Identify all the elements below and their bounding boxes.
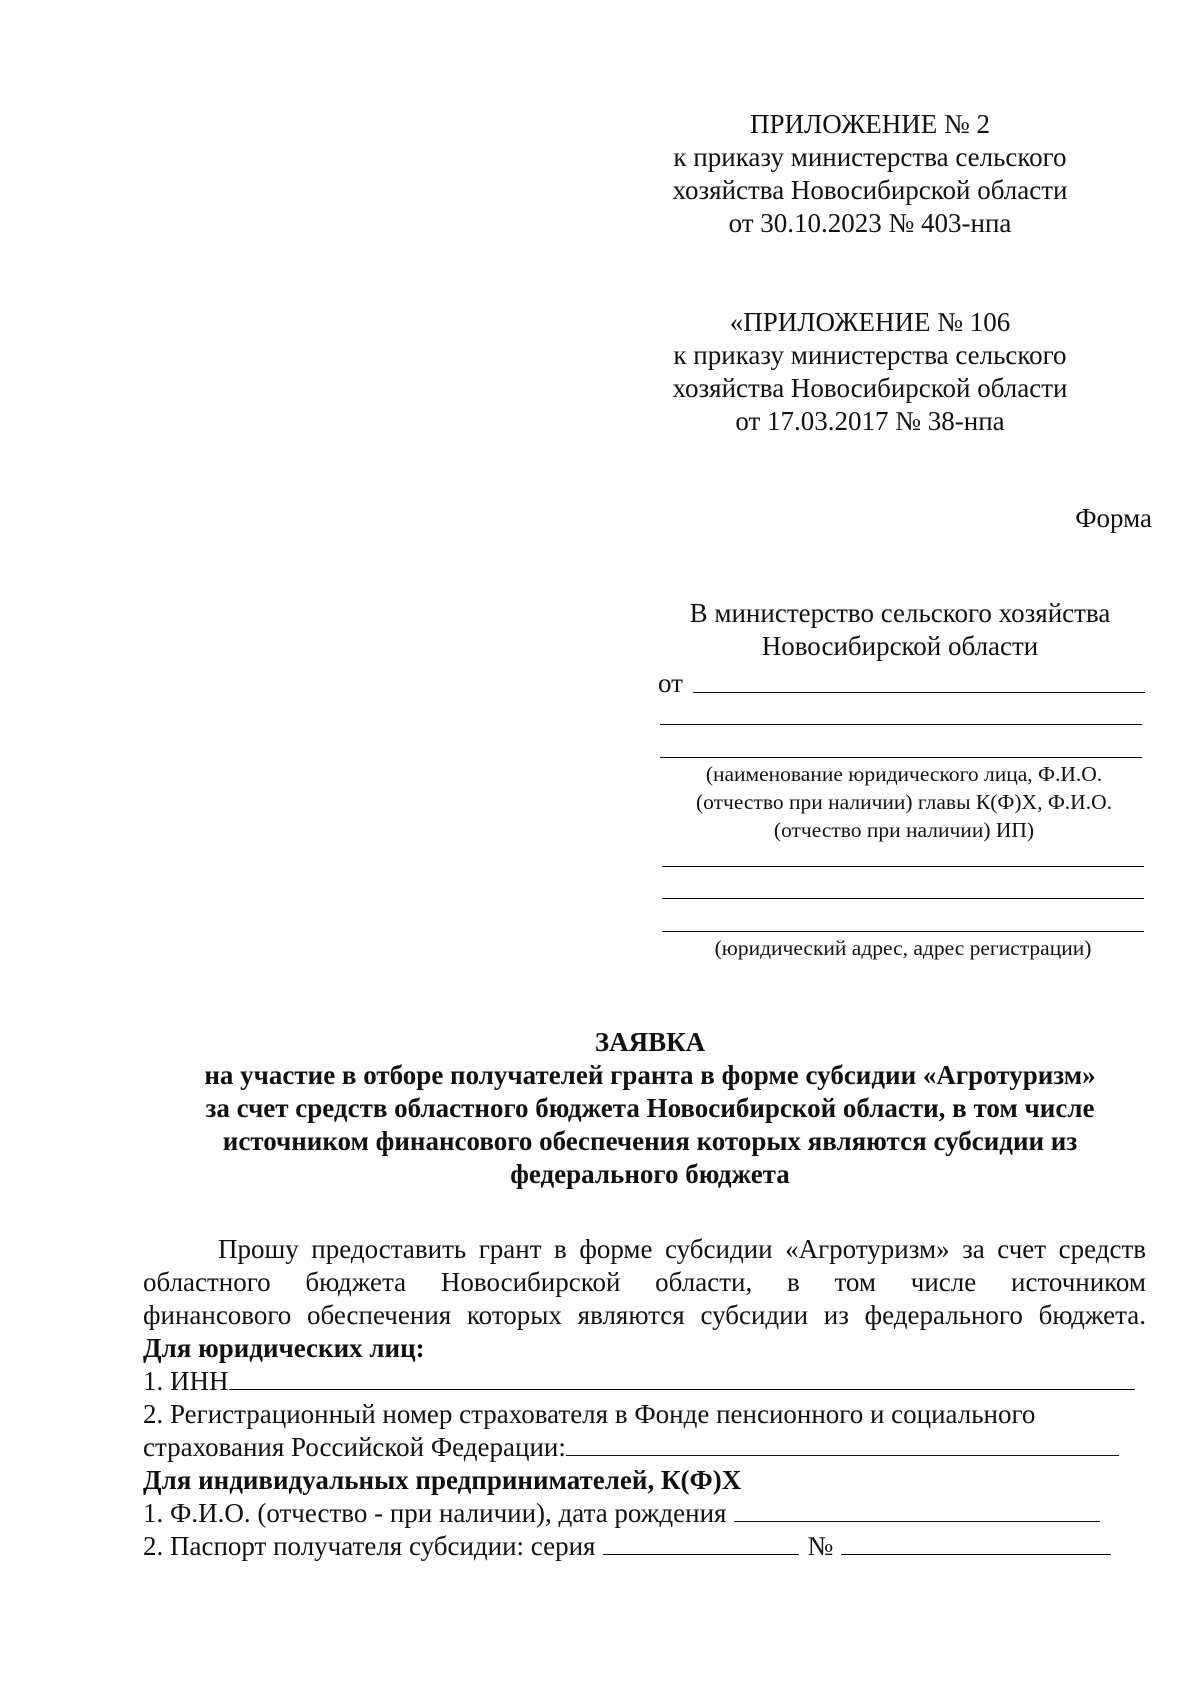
- reg-number-row: [143, 1431, 1153, 1464]
- name-hint-line-2: (отчество при наличии) главы К(Ф)Х, Ф.И.О.: [695, 790, 1112, 814]
- heading-line-2: за счет средств областного бюджета Новосибирской области, в том числе: [205, 1093, 1095, 1123]
- fio-label: 1. Ф.И.О. (отчество - при наличии), дата рождения: [143, 1498, 727, 1528]
- appendix-2-line-1: к приказу министерства сельского: [673, 142, 1067, 172]
- appendix-106-line-2: хозяйства Новосибирской области: [672, 373, 1068, 403]
- request-paragraph-line-3: финансового обеспечения которых являются субсидии из федерального бюджета.: [143, 1300, 1146, 1330]
- name-hint: [660, 760, 1148, 844]
- heading-line-1: на участие в отборе получателей гранта в форме субсидии «Агротуризм»: [204, 1060, 1096, 1090]
- name-hint-line-3: (отчество при наличии) ИП): [773, 818, 1035, 842]
- heading-line-3: источником финансового обеспечения которых являются субсидии из: [222, 1126, 1078, 1156]
- appendix-106-line-1: к приказу министерства сельского: [673, 340, 1067, 370]
- from-field-line-1[interactable]: [693, 692, 1145, 693]
- passport-series-label: 2. Паспорт получателя субсидии: серия: [143, 1531, 596, 1561]
- appendix-106-block: [640, 306, 1100, 438]
- request-paragraph-line-1: Прошу предоставить грант в форме субсидии «Агротуризм» за счет средств: [218, 1234, 1146, 1264]
- addressee-line-1: В министерство сельского хозяйства: [689, 598, 1111, 628]
- reg-number-field[interactable]: [566, 1455, 1119, 1456]
- addressee-line-2: Новосибирской области: [761, 631, 1039, 661]
- passport-number-field[interactable]: [841, 1554, 1111, 1555]
- fio-row: [143, 1497, 1153, 1530]
- form-label: Форма: [1075, 503, 1152, 533]
- inn-row: [143, 1365, 1153, 1398]
- from-label: от: [658, 668, 683, 698]
- address-field-line-2[interactable]: [662, 898, 1144, 899]
- inn-label: 1. ИНН: [143, 1366, 229, 1396]
- appendix-2-block: [640, 108, 1100, 240]
- address-field-line-1[interactable]: [662, 866, 1144, 867]
- fio-field[interactable]: [734, 1521, 1100, 1522]
- address-field-line-3[interactable]: [662, 931, 1144, 932]
- appendix-2-title: ПРИЛОЖЕНИЕ № 2: [749, 109, 991, 139]
- request-paragraph-line-2: областного бюджета Новосибирской области, в том числе источником: [143, 1267, 1146, 1297]
- addressee-block: [660, 597, 1140, 663]
- heading-line-4: федерального бюджета: [510, 1159, 790, 1189]
- passport-row: [143, 1530, 1153, 1563]
- from-field-line-3[interactable]: [660, 757, 1142, 758]
- reg-number-label-line-1: 2. Регистрационный номер страхователя в Фонде пенсионного и социального: [143, 1399, 1036, 1429]
- inn-field[interactable]: [229, 1389, 1135, 1390]
- application-title: ЗАЯВКА: [594, 1027, 706, 1057]
- appendix-2-line-3: от 30.10.2023 № 403-нпа: [728, 208, 1012, 238]
- from-field-line-2[interactable]: [660, 724, 1142, 725]
- reg-number-label-line-2: страхования Российской Федерации:: [143, 1432, 566, 1462]
- passport-number-label: №: [807, 1531, 834, 1561]
- appendix-106-title: «ПРИЛОЖЕНИЕ № 106: [729, 307, 1011, 337]
- appendix-2-line-2: хозяйства Новосибирской области: [672, 175, 1068, 205]
- passport-series-field[interactable]: [603, 1554, 799, 1555]
- individual-entrepreneurs-heading: Для индивидуальных предпринимателей, К(Ф)Х: [143, 1465, 742, 1495]
- appendix-106-line-3: от 17.03.2017 № 38-нпа: [735, 406, 1005, 436]
- name-hint-line-1: (наименование юридического лица, Ф.И.О.: [705, 762, 1103, 786]
- legal-entities-heading: Для юридических лиц:: [143, 1333, 425, 1363]
- application-heading: [100, 1026, 1200, 1191]
- address-hint: (юридический адрес, адрес регистрации): [714, 936, 1092, 960]
